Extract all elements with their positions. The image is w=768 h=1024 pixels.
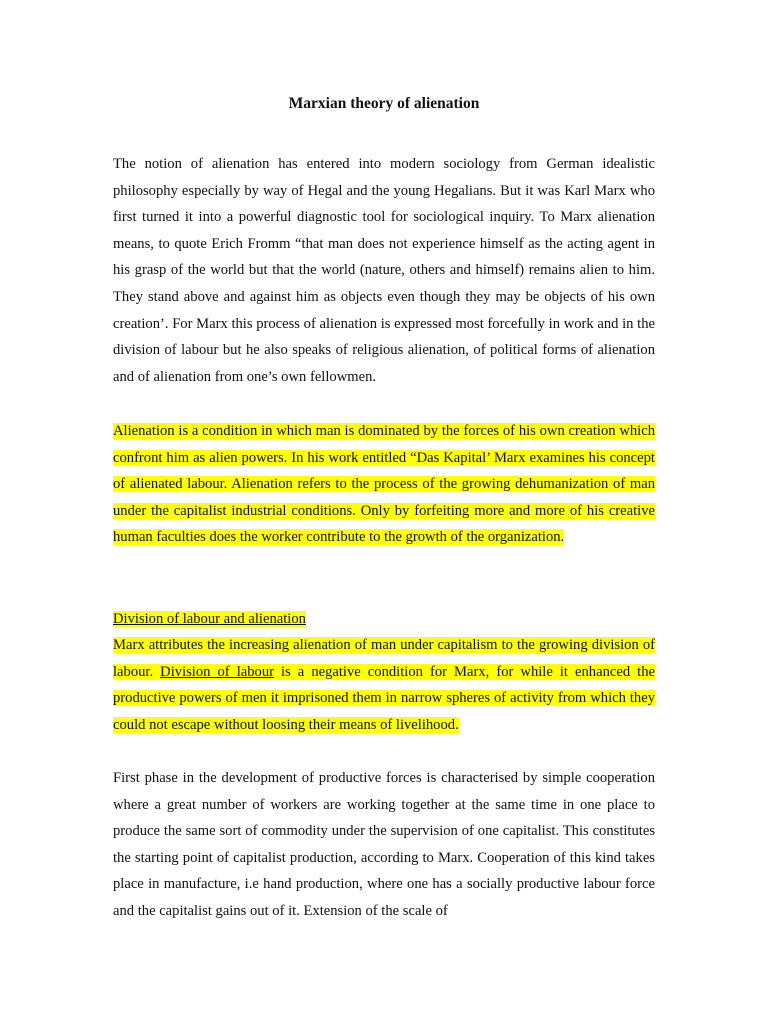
highlighted-text-part-2: is a negative condition for Marx, for while it enhanced the productive powers of men it imprisoned them in narrow spheres of activity from which they could not escape without loosing their means of livelihood. <box>113 663 655 733</box>
highlighted-text: Alienation is a condition in which man is dominated by the forces of his own creation which confront him as alien powers. In his work entitled “Das Kapital’ Marx examines his concept of alienated labour. Alienation refers to the process of the growing dehumanization of man under the capitalist industrial conditions. Only by forfeiting more and more of his creative human faculties does the worker contribute to the growth of the organization. <box>113 423 655 546</box>
highlighted-text-part-1: Marx attributes the increasing alienation of man under capitalism to the growing division of labour. <box>113 637 655 680</box>
underlined-term: Division of labour <box>160 663 274 680</box>
paragraph-productive-forces: First phase in the development of productive forces is characterised by simple cooperation where a great number of workers are working together at the same time in one place to produce the same sort of commodity under the supervision of one capitalist. This constitutes the starting point of capitalist production, according to Marx. Cooperation of this kind takes place in manufacture, i.e hand production, where one has a socially productive labour force and the capitalist gains out of it. Extension of the scale of <box>113 770 655 919</box>
subheading-division-of-labour <box>113 606 655 633</box>
document-title: Marxian theory of alienation <box>288 95 480 112</box>
paragraph-intro: The notion of alienation has entered into modern sociology from German idealistic philosophy especially by way of Hegal and the young Hegalians. But it was Karl Marx who first turned it into a powerful diagnostic tool for sociological inquiry. To Marx alienation means, to quote Erich Fromm “that man does not experience himself as the acting agent in his grasp of the world but that the world (nature, others and himself) remains alien to him. They stand above and against him as objects even though they may be objects of his own creation’. For Marx this process of alienation is expressed most forcefully in work and in the division of labour but he also speaks of religious alienation, of political forms of alienation and of alienation from one’s own fellowmen. <box>113 156 655 385</box>
subheading-text: Division of labour and alienation <box>113 611 306 627</box>
paragraph-highlighted-definition <box>113 418 655 551</box>
paragraph-division-of-labour <box>113 632 655 738</box>
